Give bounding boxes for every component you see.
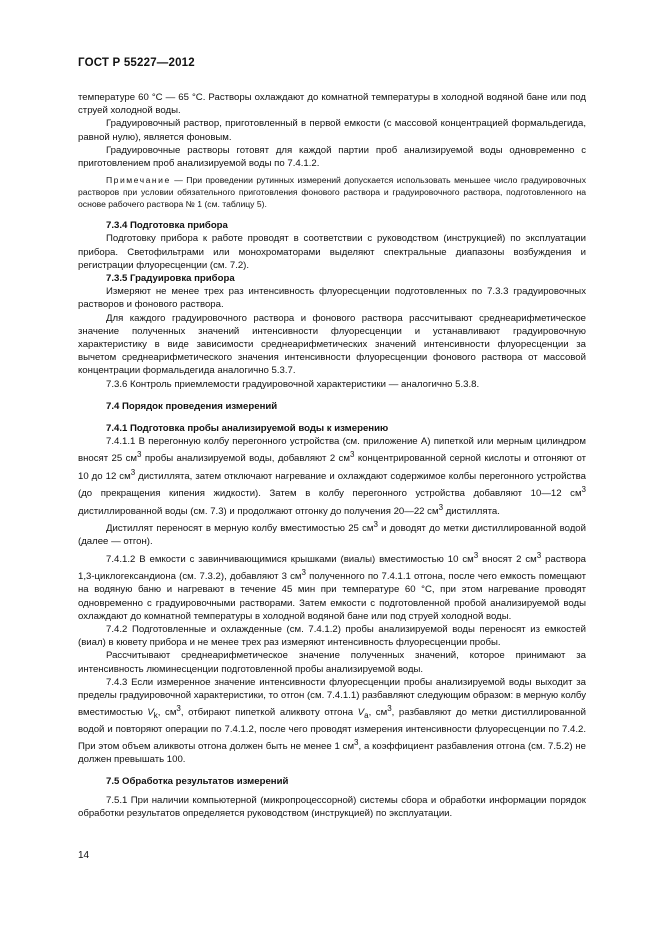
paragraph bbox=[78, 518, 586, 549]
subscript: a bbox=[364, 711, 369, 721]
text-run: , отбирают пипеткой аликвоту отгона bbox=[180, 707, 358, 719]
section-heading-7-3-5: 7.3.5 Градуировка прибора bbox=[106, 273, 235, 285]
page-number: 14 bbox=[78, 850, 90, 861]
text-run: вносят 2 см bbox=[478, 553, 537, 565]
paragraph: 7.3.6 Контроль приемлемости градуировочной характеристики — аналогично 5.3.8. bbox=[106, 378, 480, 390]
text-run: , разбавляют до метки дистиллированной водой и повторяют операции по 7.4.1.2, после чего проводят измерения интенсивности флуоресценции по 7.4.2. При этом объем аликвоты отгона должен быть не менее 1 см bbox=[78, 707, 586, 752]
variable: V bbox=[147, 707, 154, 719]
paragraph-7-4-2: 7.4.2 Подготовленные и охлажденные (см. 7.4.1.2) пробы анализируемой воды переносят из емкостей (виал) в кювету прибора и не менее трех раз измеряют интенсивность флуоресценции пробы. bbox=[78, 624, 586, 649]
superscript: 3 bbox=[349, 450, 355, 460]
section-heading-7-5: 7.5 Обработка результатов измерений bbox=[106, 776, 289, 788]
text-run: дистиллята, затем отключают нагревание и охлаждают содержимое колбы перегонного устройства (до прекращения кипения жидкости). Затем в колбу перегонного устройства добавляют 10—12 см bbox=[78, 471, 587, 500]
superscript: 3 bbox=[387, 704, 392, 714]
text-run: и доводят до метки дистиллированной водой (далее — отгон). bbox=[78, 523, 586, 548]
superscript: 3 bbox=[536, 550, 542, 560]
text-run: раствора 1,3-циклогександиона (см. 7.3.2), добавляют 3 см bbox=[78, 553, 587, 583]
superscript: 3 bbox=[301, 568, 306, 578]
section-heading-7-4: 7.4 Порядок проведения измерений bbox=[106, 400, 278, 412]
text-run: пробы анализируемой воды, добавляют 2 см bbox=[141, 453, 350, 465]
text-run: дистиллированной воды (см. 7.3) и продолжают отгонку до получения 20—22 см bbox=[78, 505, 439, 517]
superscript: 3 bbox=[373, 520, 378, 530]
superscript: 3 bbox=[137, 450, 142, 460]
section-heading-7-4-1: 7.4.1 Подготовка пробы анализируемой воды к измерению bbox=[106, 423, 389, 435]
note-text: — При проведении рутинных измерений допускается использовать меньшее число градуировочных растворов при условии обязательного приготовления фонового раствора и градуировочного раствора, подготовленного на основе рабочего раствора № 1 (см. таблицу 5). bbox=[78, 175, 586, 210]
text-run: концентрированной серной кислоты и отгоняют от 10 до 12 см bbox=[78, 453, 587, 483]
text-run: дистиллята. bbox=[443, 505, 500, 517]
superscript: 3 bbox=[130, 467, 136, 477]
superscript: 3 bbox=[354, 737, 359, 747]
note-label: Примечание bbox=[106, 175, 171, 186]
note bbox=[78, 174, 586, 210]
page-body bbox=[78, 91, 586, 820]
superscript: 3 bbox=[581, 485, 586, 495]
text-run: 7.4.1.1 В перегонную колбу перегонного устройства (см. приложение А) пипеткой или мерным цилиндром вносят 25 см bbox=[78, 436, 586, 465]
text-run: , см bbox=[368, 707, 388, 719]
text-run: , а коэффициент разбавления отгона (см. 7.5.2) не должен превышать 100. bbox=[78, 740, 587, 766]
text-run: Дистиллят переносят в мерную колбу вместимостью 25 см bbox=[106, 523, 374, 535]
document-header: ГОСТ Р 55227—2012 bbox=[78, 57, 195, 69]
paragraph: Градуировочные растворы готовят для каждой партии проб анализируемой воды одновременно с приготовлением проб анализируемой воды по 7.4.1.2. bbox=[78, 144, 586, 170]
paragraph: температуре 60 °С — 65 °С. Растворы охлаждают до комнатной температуры в холодной водяной бане или под струей холодной воды. bbox=[78, 92, 586, 117]
superscript: 3 bbox=[438, 502, 444, 512]
section-heading-7-3-4: 7.3.4 Подготовка прибора bbox=[106, 220, 228, 232]
paragraph-7-5-1: 7.5.1 При наличии компьютерной (микропроцессорной) системы сбора и обработки информации порядок обработки результатов определяется руководством (инструкцией) по эксплуатации. bbox=[78, 794, 586, 819]
paragraph-7-4-1-2 bbox=[78, 549, 586, 623]
paragraph: Градуировочный раствор, приготовленный в первой емкости (с массовой концентрацией формальдегида, равной нулю), является фоновым. bbox=[78, 118, 586, 143]
superscript: 3 bbox=[473, 550, 479, 560]
paragraph: Для каждого градуировочного раствора и фонового раствора рассчитывают среднеарифметическое значение полученных значений интенсивности флуоресценции и устанавливают градуировочную характеристику в виде зависимости среднеарифметических значений интенсивности флуоресценции за вычетом среднеарифметического значения интенсивности флуоресценции фонового раствора от массовой концентрации формальдегида аналогично 5.3.7. bbox=[78, 312, 586, 377]
text-run: 7.4.3 Если измеренное значение интенсивности флуоресценции пробы анализируемой воды выходит за пределы градуировочной характеристики, то отгон (см. 7.4.1.1) разбавляют следующим образом: в мерную колбу вместимостью bbox=[78, 676, 586, 719]
paragraph: Рассчитывают среднеарифметическое значение полученных значений, которое принимают за интенсивность люминесценции подготовленной пробы анализируемой воды. bbox=[78, 650, 586, 675]
paragraph-7-4-3 bbox=[78, 676, 586, 767]
subscript: k bbox=[153, 711, 158, 721]
paragraph: Подготовку прибора к работе проводят в соответствии с руководством (инструкцией) по эксплуатации прибора. Светофильтрами или монохроматорами выделяют спектральные диапазоны возбуждения и регистрации флуоресценции (см. 7.2). bbox=[78, 233, 586, 271]
text-run: , см bbox=[157, 707, 177, 719]
variable: V bbox=[357, 707, 365, 719]
paragraph: Измеряют не менее трех раз интенсивность флуоресценции подготовленных по 7.3.3 градуировочных растворов и фонового раствора. bbox=[78, 286, 586, 311]
text-run: полученного по 7.4.1.1 отгона, после чего емкость помещают на водяную баню и нагревают в течение 45 мин при температуре 60 °С, при этом нагревание проводят одновременно с градуировочными растворами. Затем емкости с подготовленной пробой анализируемой воды охлаждают до комнатной температуры в холодной водяной бане или под струей холодной воды. bbox=[78, 571, 586, 622]
text-run: 7.4.1.2 В емкости с завинчивающимися крышками (виалы) вместимостью 10 см bbox=[106, 553, 474, 565]
paragraph-7-4-1-1 bbox=[78, 435, 586, 518]
superscript: 3 bbox=[176, 704, 181, 714]
